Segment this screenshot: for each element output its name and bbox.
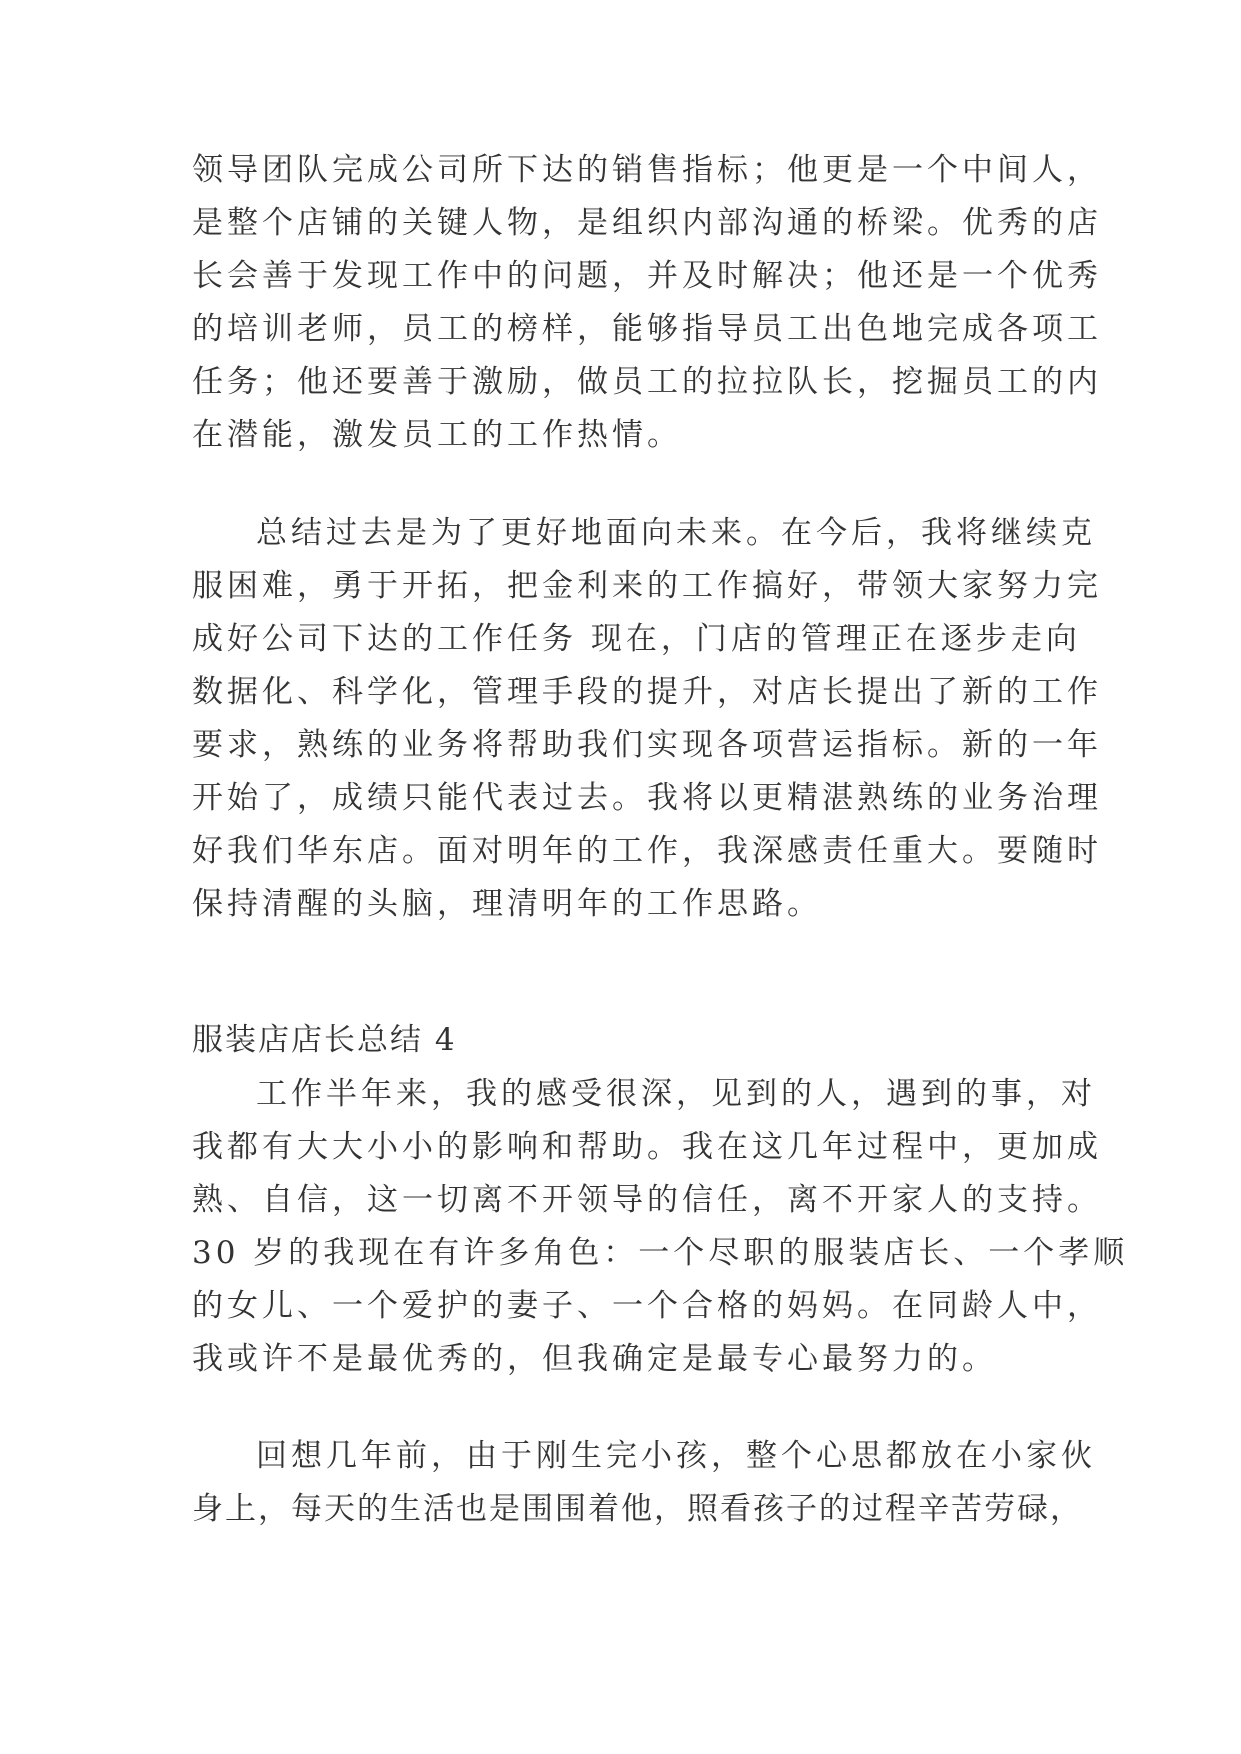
paragraph-line: 领导团队完成公司所下达的销售指标；他更是一个中间人，	[192, 152, 1102, 188]
paragraph-line: 要求，熟练的业务将帮助我们实现各项营运指标。新的一年	[192, 727, 1102, 763]
paragraph-line: 熟、自信，这一切离不开领导的信任，离不开家人的支持。	[192, 1182, 1102, 1218]
paragraph-line: 保持清醒的头脑，理清明年的工作思路。	[192, 886, 822, 922]
paragraph-line: 好我们华东店。面对明年的工作，我深感责任重大。要随时	[192, 833, 1102, 869]
paragraph-line: 长会善于发现工作中的问题，并及时解决；他还是一个优秀	[192, 258, 1102, 294]
paragraph-line: 成好公司下达的工作任务 现在，门店的管理正在逐步走向	[192, 621, 1081, 657]
paragraph-line: 总结过去是为了更好地面向未来。在今后，我将继续克	[256, 515, 1096, 551]
section-heading: 服装店店长总结 4	[192, 1022, 457, 1058]
paragraph-line: 的培训老师，员工的榜样，能够指导员工出色地完成各项工	[192, 311, 1102, 347]
paragraph-line: 的女儿、一个爱护的妻子、一个合格的妈妈。在同龄人中，	[192, 1288, 1102, 1324]
paragraph-line: 服困难，勇于开拓，把金利来的工作搞好，带领大家努力完	[192, 568, 1102, 604]
paragraph-line: 任务；他还要善于激励，做员工的拉拉队长，挖掘员工的内	[192, 364, 1102, 400]
paragraph-line: 在潜能，激发员工的工作热情。	[192, 417, 682, 453]
body-text	[192, 0, 1129, 1754]
paragraph-line: 回想几年前，由于刚生完小孩，整个心思都放在小家伙	[256, 1438, 1096, 1474]
paragraph-line: 数据化、科学化，管理手段的提升，对店长提出了新的工作	[192, 674, 1102, 710]
paragraph-line: 30 岁的我现在有许多角色：一个尽职的服装店长、一个孝顺	[192, 1235, 1129, 1271]
paragraph-line: 是整个店铺的关键人物，是组织内部沟通的桥梁。优秀的店	[192, 205, 1102, 241]
paragraph-line: 开始了，成绩只能代表过去。我将以更精湛熟练的业务治理	[192, 780, 1102, 816]
paragraph-line: 身上，每天的生活也是围围着他，照看孩子的过程辛苦劳碌，	[192, 1491, 1083, 1527]
paragraph-line: 我都有大大小小的影响和帮助。我在这几年过程中，更加成	[192, 1129, 1102, 1165]
paragraph-line: 我或许不是最优秀的，但我确定是最专心最努力的。	[192, 1341, 997, 1377]
paragraph-line: 工作半年来，我的感受很深，见到的人，遇到的事，对	[256, 1076, 1096, 1112]
